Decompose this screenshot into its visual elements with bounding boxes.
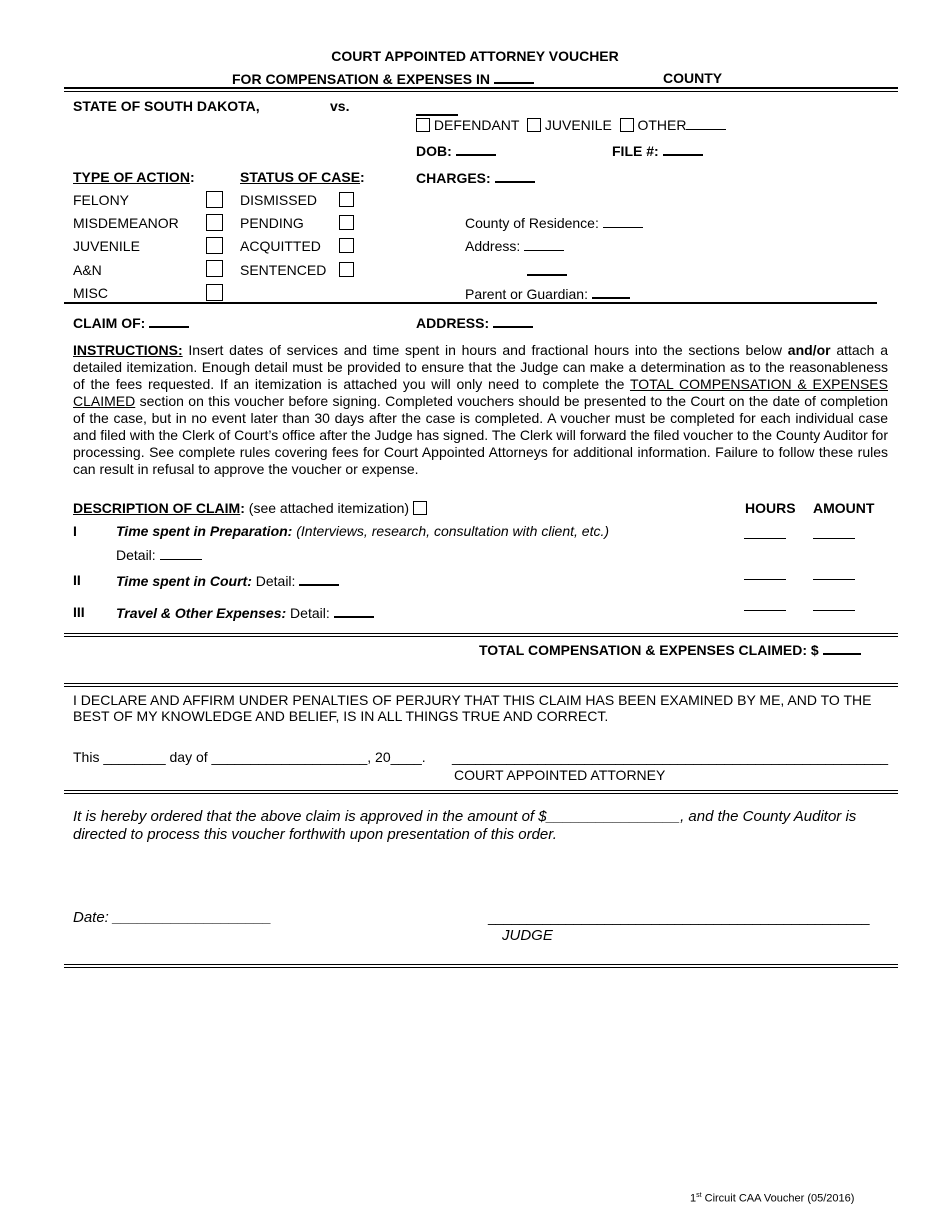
defendant-label: DEFENDANT [433, 117, 520, 133]
row-2-title: Time spent in Court: Detail: [116, 572, 339, 589]
total-rule-top [64, 633, 898, 634]
instructions-label: INSTRUCTIONS: [73, 342, 183, 358]
row-3-amount-blank[interactable] [813, 610, 855, 611]
address-label: Address: [465, 238, 521, 254]
description-note: (see attached itemization) [244, 500, 410, 516]
claim-of-field [73, 314, 189, 331]
description-heading [73, 500, 427, 516]
status-dismissed-label: DISMISSED [240, 192, 318, 208]
row-3-number: III [73, 604, 85, 620]
defendant-checkbox[interactable] [416, 118, 430, 132]
state-label: STATE OF SOUTH DAKOTA, [73, 98, 260, 114]
vs-label: vs. [330, 98, 350, 114]
subtitle-prefix: FOR COMPENSATION & EXPENSES IN [232, 71, 490, 87]
itemization-checkbox[interactable] [413, 501, 427, 515]
declaration-text: I DECLARE AND AFFIRM UNDER PENALTIES OF PERJURY THAT THIS CLAIM HAS BEEN EXAMINED BY ME, AND TO THE BEST OF MY KNOWLEDGE AND BELIEF, IS IN ALL THINGS TRUE AND CORRECT. [73, 692, 872, 724]
total-label: TOTAL COMPENSATION & EXPENSES CLAIMED: $ [479, 642, 819, 658]
bottom-rule [64, 964, 898, 965]
status-acquitted-checkbox[interactable] [339, 238, 354, 253]
action-juvenile-checkbox[interactable] [206, 237, 223, 254]
row-2-amount-blank[interactable] [813, 579, 855, 580]
status-acquitted-label: ACQUITTED [240, 238, 321, 254]
row-2-number: II [73, 572, 81, 588]
order-text: It is hereby ordered that the above claim is approved in the amount of $________________, and the County Auditor is directed to process this voucher forthwith upon presentation of this order. [73, 808, 857, 843]
address-field [465, 238, 564, 254]
header-rule [64, 87, 898, 89]
status-of-case-heading: STATUS OF CASE: [240, 169, 365, 185]
amount-column-header: AMOUNT [813, 500, 875, 516]
status-dismissed-checkbox[interactable] [339, 192, 354, 207]
claim-of-blank[interactable] [149, 314, 189, 328]
other-party-checkbox[interactable] [620, 118, 634, 132]
action-felony-checkbox[interactable] [206, 191, 223, 208]
action-misdemeanor-checkbox[interactable] [206, 214, 223, 231]
parent-guardian-label: Parent or Guardian: [465, 286, 588, 302]
type-of-action-heading: TYPE OF ACTION: [73, 169, 195, 185]
claim-of-label: CLAIM OF: [73, 315, 146, 331]
declaration-rule-top-2 [64, 686, 898, 687]
row-2-hours-blank[interactable] [744, 579, 786, 580]
file-field [612, 142, 703, 159]
address-blank[interactable] [524, 239, 564, 251]
charges-field [416, 169, 535, 186]
action-an-checkbox[interactable] [206, 260, 223, 277]
instructions-andor: and/or [787, 342, 831, 358]
juvenile-party-checkbox[interactable] [527, 118, 541, 132]
row-1-detail-label: Detail: [116, 547, 156, 563]
instructions-text-1: Insert dates of services and time spent in hours and fractional hours into the sections below [182, 342, 788, 358]
action-felony-label: FELONY [73, 192, 130, 208]
county-residence-blank[interactable] [603, 216, 643, 228]
dob-field [416, 142, 496, 159]
parent-guardian-blank[interactable] [592, 285, 630, 299]
juvenile-party-label: JUVENILE [544, 117, 612, 133]
description-label: DESCRIPTION OF CLAIM [73, 500, 241, 516]
row-1-hours-blank[interactable] [744, 538, 786, 539]
party-type-row [416, 117, 726, 133]
action-misc-checkbox[interactable] [206, 284, 223, 301]
row-1-detail-blank[interactable] [160, 548, 202, 560]
instructions-paragraph [73, 342, 888, 478]
header-rule-thin [64, 91, 898, 92]
order-rule-top [64, 790, 898, 791]
instructions-text-2: attach a detailed itemization. Enough detail must be provided to ensure that the Judge can make a determination as to the reasonableness of the fees requested. If an itemization is attached you will only need to complete the [73, 342, 888, 392]
total-field [479, 641, 861, 658]
charges-label: CHARGES: [416, 170, 491, 186]
county-blank[interactable] [494, 70, 534, 84]
order-rule-top-2 [64, 793, 898, 794]
instructions-total-reference: TOTAL COMPENSATION & EXPENSES CLAIMED [73, 376, 888, 409]
subtitle-county: COUNTY [663, 70, 723, 86]
total-rule-top-2 [64, 636, 898, 637]
row-3-detail-blank[interactable] [334, 604, 374, 618]
action-misc-label: MISC [73, 285, 108, 301]
action-misdemeanor-label: MISDEMEANOR [73, 215, 179, 231]
row-1-number: I [73, 523, 77, 539]
status-pending-label: PENDING [240, 215, 304, 231]
order-date-line[interactable]: Date: ___________________ [73, 909, 272, 926]
judge-signature-label: JUDGE [502, 927, 553, 944]
form-subtitle [232, 70, 534, 87]
claim-address-blank[interactable] [493, 314, 533, 328]
section-rule [64, 302, 877, 304]
hours-column-header: HOURS [745, 500, 796, 516]
row-1-title: Time spent in Preparation: (Interviews, research, consultation with client, etc.) [116, 523, 610, 539]
other-blank[interactable] [686, 119, 726, 130]
charges-blank[interactable] [495, 169, 535, 183]
bottom-rule-2 [64, 967, 898, 968]
claim-address-field [416, 314, 533, 331]
row-1-detail [116, 547, 202, 563]
declaration-rule-top [64, 683, 898, 684]
dob-blank[interactable] [456, 142, 496, 156]
attorney-signature-line[interactable]: ________________________________________________________ [452, 749, 889, 765]
judge-signature-line[interactable]: _________________________________________________ [488, 909, 870, 925]
file-blank[interactable] [663, 142, 703, 156]
status-pending-checkbox[interactable] [339, 215, 354, 230]
action-juvenile-label: JUVENILE [73, 238, 140, 254]
status-sentenced-label: SENTENCED [240, 262, 327, 278]
row-2-detail-blank[interactable] [299, 572, 339, 586]
file-label: FILE #: [612, 143, 659, 159]
footer-form-id: 1st Circuit CAA Voucher (05/2016) [690, 1192, 855, 1205]
declaration-date-line[interactable]: This ________ day of ____________________, 20____. [73, 749, 426, 765]
other-party-label: OTHER [637, 117, 687, 133]
form-title: COURT APPOINTED ATTORNEY VOUCHER [331, 48, 619, 64]
address-line2-blank[interactable] [527, 262, 567, 276]
row-1-amount-blank[interactable] [813, 538, 855, 539]
claim-address-label: ADDRESS: [416, 315, 490, 331]
dob-label: DOB: [416, 143, 452, 159]
defendant-name-blank[interactable] [416, 102, 458, 116]
action-an-label: A&N [73, 262, 102, 278]
total-blank[interactable] [823, 641, 861, 655]
county-residence-field [465, 215, 643, 231]
row-3-hours-blank[interactable] [744, 610, 786, 611]
description-colon: : [240, 500, 245, 516]
row-3-title: Travel & Other Expenses: Detail: [116, 604, 374, 621]
status-sentenced-checkbox[interactable] [339, 262, 354, 277]
attorney-signature-label: COURT APPOINTED ATTORNEY [454, 767, 666, 783]
county-residence-label: County of Residence: [465, 215, 599, 231]
instructions-text-3: section on this voucher before signing. Completed vouchers should be presented to the Court on the date of completion of the case, but in no event later than 30 days after the case is completed. A voucher must be completed for each individual case and filed with the Clerk of Court’s office after the Judge has signed. The Clerk will forward the filed voucher to the County Auditor for processing. See complete rules covering fees for Court Appointed Attorneys for additional information. Failure to follow these rules can result in refusal to approve the voucher or expense. [73, 393, 888, 477]
parent-guardian-field [465, 285, 630, 302]
